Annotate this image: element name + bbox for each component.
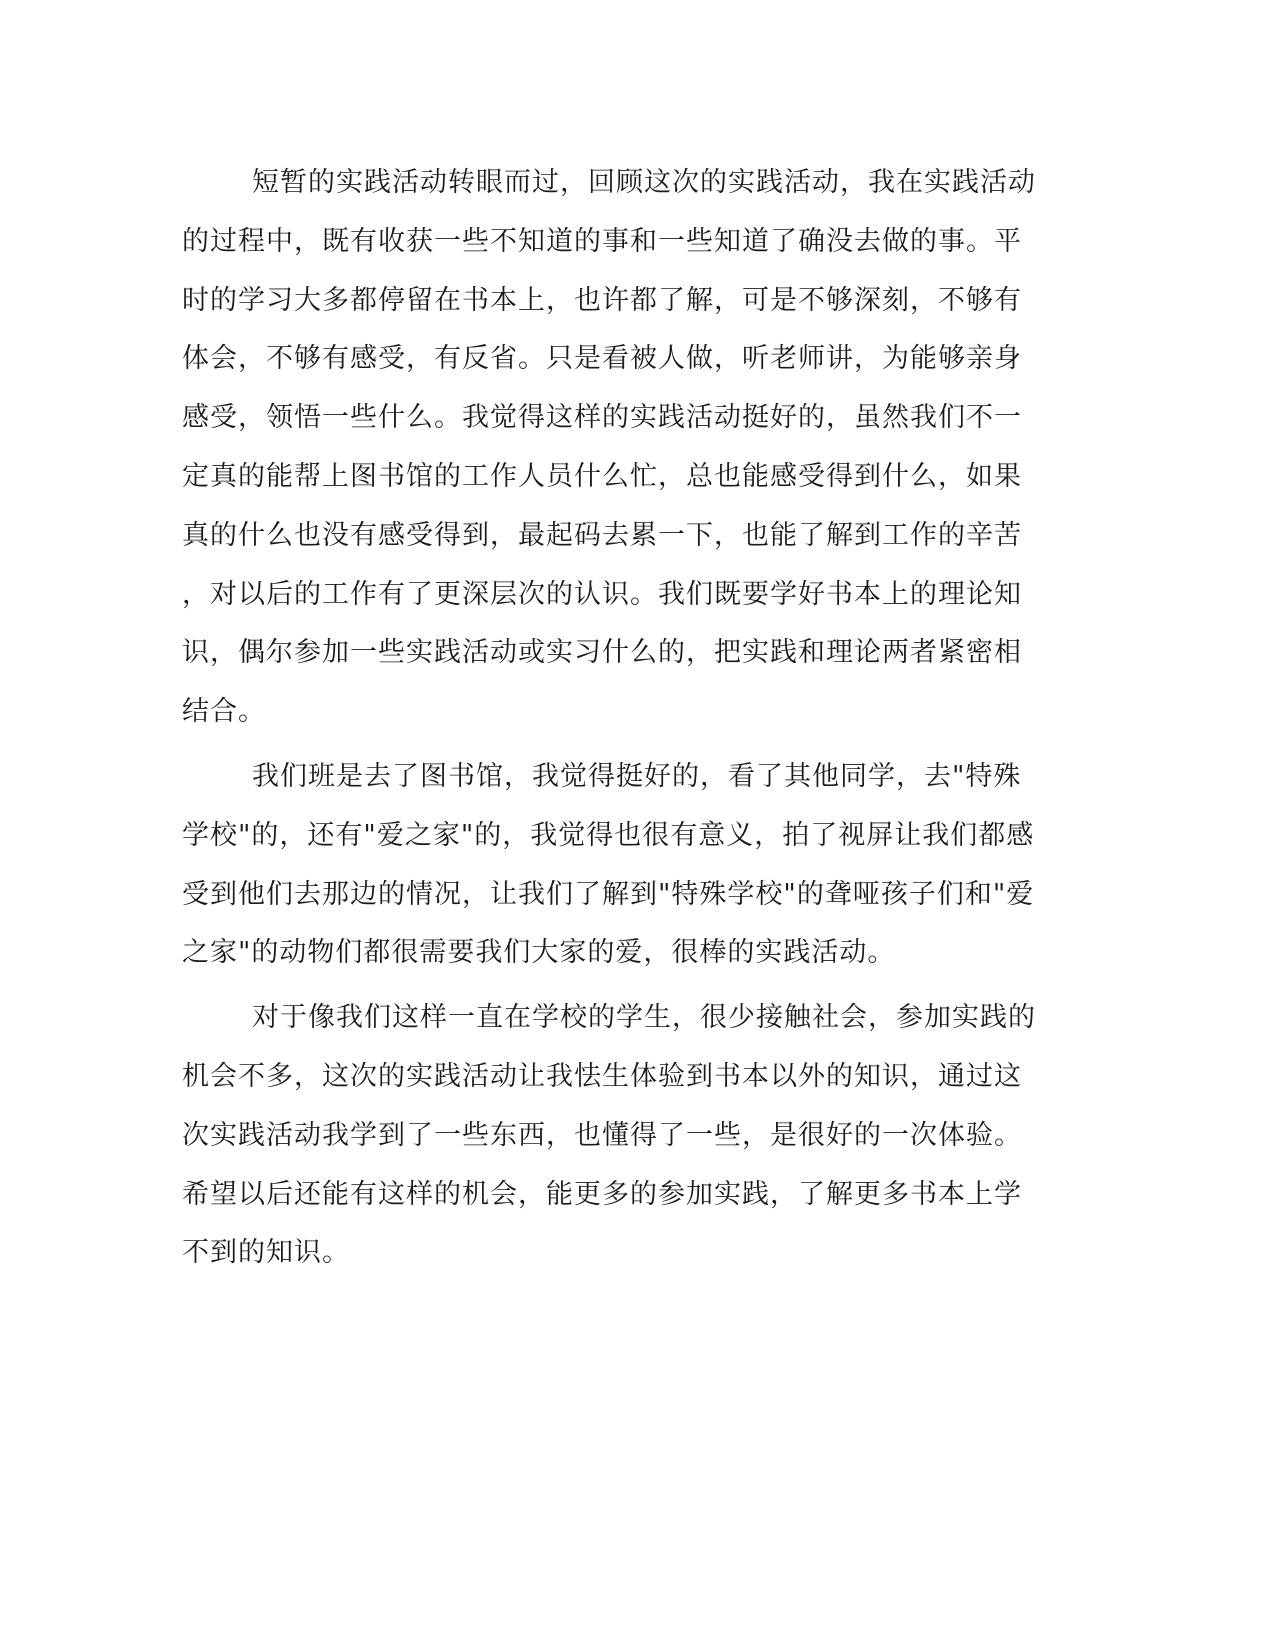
paragraph-line: 之家"的动物们都很需要我们大家的爱，很棒的实践活动。 (182, 937, 896, 969)
paragraph-line: ，对以后的工作有了更深层次的认识。我们既要学好书本上的理论知 (182, 578, 1022, 610)
paragraph-line: 不到的知识。 (182, 1237, 350, 1269)
paragraph-2 (182, 748, 1042, 983)
paragraph-3 (182, 989, 1042, 1283)
paragraph-line: 时的学习大多都停留在书本上，也许都了解，可是不够深刻，不够有 (182, 284, 1022, 316)
paragraph-line: 希望以后还能有这样的机会，能更多的参加实践，了解更多书本上学 (182, 1178, 1022, 1210)
paragraph-line: 真的什么也没有感受得到，最起码去累一下，也能了解到工作的辛苦 (182, 519, 1022, 551)
paragraph-line: 机会不多，这次的实践活动让我怯生体验到书本以外的知识，通过这 (182, 1060, 1022, 1092)
paragraph-line: 的过程中，既有收获一些不知道的事和一些知道了确没去做的事。平 (182, 225, 1022, 257)
paragraph-line: 学校"的，还有"爱之家"的，我觉得也很有意义，拍了视屏让我们都感 (182, 819, 1035, 851)
document-body (182, 154, 1042, 1283)
paragraph-line: 识，偶尔参加一些实践活动或实习什么的，把实践和理论两者紧密相 (182, 637, 1022, 669)
paragraph-line: 对于像我们这样一直在学校的学生，很少接触社会，参加实践的 (252, 1002, 1036, 1034)
paragraph-1 (182, 154, 1042, 742)
paragraph-line: 短暂的实践活动转眼而过，回顾这次的实践活动，我在实践活动 (252, 167, 1036, 198)
paragraph-line: 次实践活动我学到了一些东西，也懂得了一些，是很好的一次体验。 (182, 1119, 1022, 1151)
paragraph-line: 体会，不够有感受，有反省。只是看被人做，听老师讲，为能够亲身 (182, 343, 1022, 375)
paragraph-line: 我们班是去了图书馆，我觉得挺好的，看了其他同学，去"特殊 (252, 760, 1022, 792)
paragraph-line: 受到他们去那边的情况，让我们了解到"特殊学校"的聋哑孩子们和"爱 (182, 878, 1035, 910)
paragraph-line: 感受，领悟一些什么。我觉得这样的实践活动挺好的，虽然我们不一 (182, 402, 1022, 434)
paragraph-line: 定真的能帮上图书馆的工作人员什么忙，总也能感受得到什么，如果 (182, 460, 1022, 492)
paragraph-line: 结合。 (182, 696, 266, 728)
